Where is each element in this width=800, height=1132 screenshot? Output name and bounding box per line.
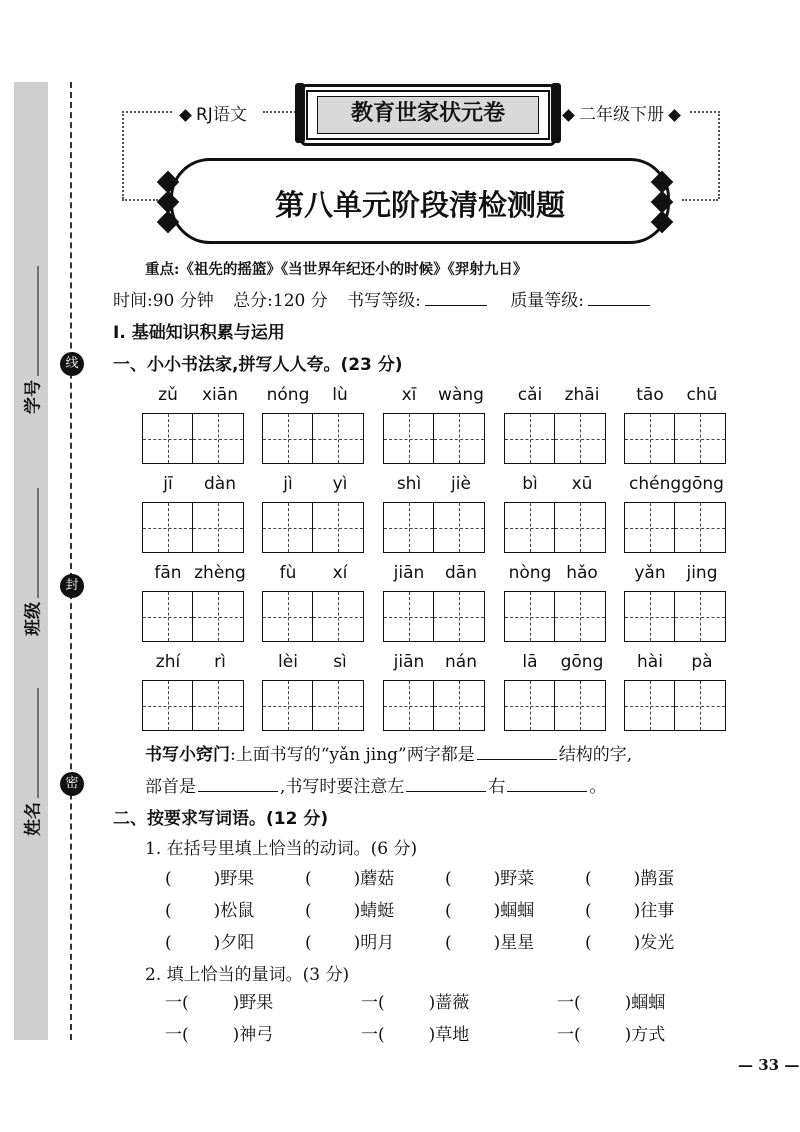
focus-line: 重点:《祖先的摇篮》《当世界年纪还小的时候》《羿射九日》 xyxy=(145,261,528,278)
measure-fill-item[interactable] xyxy=(361,988,469,1013)
pinyin-syllable: jiān xyxy=(393,652,425,672)
close-paren: ) xyxy=(493,933,501,953)
writing-cell[interactable] xyxy=(624,502,675,553)
writing-cell[interactable] xyxy=(675,591,726,642)
radical-blank[interactable] xyxy=(198,791,278,792)
header-dotted-line xyxy=(122,111,172,113)
pinyin-syllable: zǔ xyxy=(158,385,178,405)
pinyin-syllable: gōng xyxy=(560,652,604,672)
close-paren: ) xyxy=(428,1025,436,1045)
measure-noun: 蝈蝈 xyxy=(631,993,666,1013)
writing-cell[interactable] xyxy=(262,413,313,464)
pinyin-label xyxy=(383,385,488,407)
writing-cell[interactable] xyxy=(193,502,244,553)
pinyin-word xyxy=(383,652,488,731)
close-paren: ) xyxy=(633,869,641,889)
writing-cell[interactable] xyxy=(193,680,244,731)
writing-cell[interactable] xyxy=(675,680,726,731)
open-paren: ( xyxy=(445,901,452,921)
class-label: 班级 xyxy=(23,602,44,636)
pinyin-syllable: jiān xyxy=(393,563,425,583)
pinyin-syllable: lā xyxy=(522,652,538,672)
verb-noun: 明月 xyxy=(360,933,395,953)
open-paren: ( xyxy=(305,869,312,889)
pinyin-label xyxy=(624,385,729,407)
pinyin-word xyxy=(262,385,367,464)
pinyin-syllable: nóng xyxy=(266,385,310,405)
measure-one: 一 xyxy=(361,1025,378,1045)
measure-noun: 蔷薇 xyxy=(435,993,470,1013)
pinyin-syllable: dàn xyxy=(204,474,236,494)
pinyin-label xyxy=(262,652,367,674)
pinyin-syllable: pà xyxy=(691,652,713,672)
header-dotted-line xyxy=(718,111,720,199)
open-paren: ( xyxy=(445,933,452,953)
pinyin-label xyxy=(504,563,609,585)
class-field[interactable] xyxy=(19,488,44,636)
measure-fill-item[interactable] xyxy=(557,1020,665,1045)
measure-noun: 神弓 xyxy=(239,1025,274,1045)
writing-cell[interactable] xyxy=(624,591,675,642)
writing-cell[interactable] xyxy=(142,680,193,731)
pinyin-label xyxy=(262,563,367,585)
measure-one: 一 xyxy=(361,993,378,1013)
open-paren: ( xyxy=(378,1025,385,1045)
writing-cell[interactable] xyxy=(675,413,726,464)
tip-label: 书写小窍门 xyxy=(145,745,230,765)
measure-one: 一 xyxy=(165,1025,182,1045)
pinyin-syllable: yǎn xyxy=(634,563,666,583)
pinyin-label xyxy=(504,652,609,674)
pinyin-word xyxy=(262,563,367,642)
verb-fill-item[interactable] xyxy=(305,928,394,953)
quality-grade-label: 质量等级: xyxy=(510,291,585,311)
open-paren: ( xyxy=(585,933,592,953)
close-paren: ) xyxy=(633,901,641,921)
pinyin-label xyxy=(504,385,609,407)
writing-cell[interactable] xyxy=(193,591,244,642)
verb-noun: 蜻蜓 xyxy=(360,901,395,921)
binding-mark-seal: 封 xyxy=(60,574,84,598)
writing-cell[interactable] xyxy=(504,680,555,731)
pinyin-label xyxy=(624,652,729,674)
pinyin-syllable: nòng xyxy=(508,563,552,583)
open-paren: ( xyxy=(445,869,452,889)
pinyin-syllable: shì xyxy=(396,474,422,494)
writing-cell[interactable] xyxy=(555,413,606,464)
grade-label: 二年级下册 xyxy=(558,100,685,125)
verb-noun: 野果 xyxy=(220,869,255,889)
pinyin-syllable: jing xyxy=(686,563,718,583)
pinyin-syllable: zhāi xyxy=(564,385,600,405)
writing-cell[interactable] xyxy=(624,680,675,731)
pinyin-label xyxy=(142,563,247,585)
writing-cell[interactable] xyxy=(624,413,675,464)
writing-cell[interactable] xyxy=(262,680,313,731)
header-dotted-line xyxy=(690,111,720,113)
writing-cell[interactable] xyxy=(555,502,606,553)
writing-cell[interactable] xyxy=(313,680,364,731)
pinyin-word xyxy=(142,563,247,642)
question-2-title: 二、按要求写词语。(12 分) xyxy=(113,809,329,829)
pinyin-syllable: lèi xyxy=(278,652,298,672)
writing-cell[interactable] xyxy=(142,413,193,464)
pinyin-label xyxy=(142,385,247,407)
close-paren: ) xyxy=(493,901,501,921)
measure-fill-item[interactable] xyxy=(361,1020,469,1045)
writing-cell[interactable] xyxy=(555,591,606,642)
verb-fill-item[interactable] xyxy=(305,864,394,889)
series-name: 教育世家状元卷 xyxy=(317,96,539,134)
open-paren: ( xyxy=(305,901,312,921)
pinyin-syllable: zhèng xyxy=(194,563,246,583)
pinyin-syllable: zhí xyxy=(155,652,181,672)
quality-grade-blank[interactable] xyxy=(588,305,650,306)
page-title: 第八单元阶段清检测题 xyxy=(274,188,565,222)
writing-cell[interactable] xyxy=(504,502,555,553)
sub-question-1: 1. 在括号里填上恰当的动词。(6 分) xyxy=(145,839,418,859)
measure-one: 一 xyxy=(165,993,182,1013)
writing-cell[interactable] xyxy=(383,591,434,642)
open-paren: ( xyxy=(305,933,312,953)
pinyin-label xyxy=(142,474,247,496)
pinyin-syllable: sì xyxy=(333,652,347,672)
writing-cell[interactable] xyxy=(262,502,313,553)
pinyin-syllable: lù xyxy=(332,385,348,405)
writing-grade-label: 书写等级: xyxy=(347,291,421,311)
exam-info xyxy=(113,286,654,311)
pinyin-syllable: bì xyxy=(522,474,538,494)
question-1-title: 一、小小书法家,拼写人人夸。(23 分) xyxy=(113,355,403,375)
header-dotted-line xyxy=(122,111,124,199)
scroll-cap-icon xyxy=(295,83,305,143)
writing-cell[interactable] xyxy=(313,502,364,553)
writing-tip-line2: 部首是 ,书写时要注意左 右 。 xyxy=(145,777,607,797)
pinyin-word xyxy=(383,474,488,553)
open-paren: ( xyxy=(182,993,189,1013)
student-id-label: 学号 xyxy=(23,380,44,414)
open-paren: ( xyxy=(182,1025,189,1045)
verb-noun: 蝈蝈 xyxy=(500,901,535,921)
diamond-stack-icon xyxy=(654,170,676,234)
close-paren: ) xyxy=(353,933,361,953)
pinyin-label xyxy=(262,474,367,496)
open-paren: ( xyxy=(585,901,592,921)
verb-fill-item[interactable] xyxy=(445,928,534,953)
pinyin-label xyxy=(624,474,729,496)
writing-cell[interactable] xyxy=(313,413,364,464)
pinyin-label xyxy=(383,652,488,674)
verb-fill-item[interactable] xyxy=(165,864,254,889)
open-paren: ( xyxy=(378,993,385,1013)
verb-noun: 鹊蛋 xyxy=(640,869,675,889)
pinyin-syllable: rì xyxy=(214,652,226,672)
pinyin-label xyxy=(262,385,367,407)
pinyin-label xyxy=(142,652,247,674)
measure-fill-item[interactable] xyxy=(165,988,273,1013)
measure-one: 一 xyxy=(557,1025,574,1045)
writing-cell[interactable] xyxy=(193,413,244,464)
measure-noun: 野果 xyxy=(239,993,274,1013)
pinyin-word xyxy=(624,474,729,553)
writing-cell[interactable] xyxy=(383,413,434,464)
writing-cell[interactable] xyxy=(555,680,606,731)
close-paren: ) xyxy=(428,993,436,1013)
close-paren: ) xyxy=(232,1025,240,1045)
close-paren: ) xyxy=(493,869,501,889)
verb-fill-item[interactable] xyxy=(165,896,254,921)
pinyin-syllable: chénggōng xyxy=(629,474,724,494)
pinyin-syllable: fù xyxy=(279,563,297,583)
writing-cell[interactable] xyxy=(142,591,193,642)
name-label: 姓名 xyxy=(23,802,44,836)
pinyin-word xyxy=(624,563,729,642)
pinyin-word xyxy=(142,652,247,731)
measure-fill-item[interactable] xyxy=(165,1020,273,1045)
writing-cell[interactable] xyxy=(383,502,434,553)
close-paren: ) xyxy=(353,869,361,889)
name-field[interactable] xyxy=(19,688,44,836)
pinyin-word xyxy=(504,474,609,553)
header-dotted-line xyxy=(682,199,718,201)
pinyin-syllable: fān xyxy=(154,563,182,583)
open-paren: ( xyxy=(574,993,581,1013)
subject-label: RJ语文 xyxy=(175,100,247,125)
pinyin-word xyxy=(262,474,367,553)
series-scroll xyxy=(300,84,556,146)
pinyin-word xyxy=(504,652,609,731)
writing-cell[interactable] xyxy=(262,591,313,642)
pinyin-word xyxy=(262,652,367,731)
binding-cut-line xyxy=(70,82,72,1040)
verb-noun: 蘑菇 xyxy=(360,869,395,889)
pinyin-word xyxy=(383,385,488,464)
open-paren: ( xyxy=(574,1025,581,1045)
close-paren: ) xyxy=(213,869,221,889)
close-paren: ) xyxy=(624,993,632,1013)
pinyin-word xyxy=(624,652,729,731)
open-paren: ( xyxy=(165,901,172,921)
header-dotted-line xyxy=(263,111,299,113)
pinyin-syllable: chū xyxy=(686,385,718,405)
measure-noun: 草地 xyxy=(435,1025,470,1045)
pinyin-label xyxy=(624,563,729,585)
close-paren: ) xyxy=(633,933,641,953)
writing-cell[interactable] xyxy=(504,591,555,642)
page-number: — 33 — xyxy=(738,1056,800,1074)
measure-fill-item[interactable] xyxy=(557,988,665,1013)
verb-noun: 往事 xyxy=(640,901,675,921)
pinyin-word xyxy=(142,474,247,553)
verb-fill-item[interactable] xyxy=(585,864,674,889)
pinyin-syllable: xū xyxy=(571,474,593,494)
exam-time: 时间:90 分钟 xyxy=(113,291,214,311)
verb-noun: 夕阳 xyxy=(220,933,255,953)
writing-cell[interactable] xyxy=(383,680,434,731)
verb-noun: 星星 xyxy=(500,933,535,953)
open-paren: ( xyxy=(165,933,172,953)
structure-blank[interactable] xyxy=(477,759,557,760)
pinyin-syllable: xí xyxy=(332,563,348,583)
writing-cell[interactable] xyxy=(434,680,485,731)
open-paren: ( xyxy=(165,869,172,889)
verb-fill-item[interactable] xyxy=(305,896,394,921)
measure-noun: 方式 xyxy=(631,1025,666,1045)
binding-mark-secret: 密 xyxy=(60,772,84,796)
pinyin-syllable: dān xyxy=(445,563,477,583)
pinyin-syllable: hài xyxy=(637,652,663,672)
pinyin-syllable: jiè xyxy=(451,474,471,494)
close-paren: ) xyxy=(353,901,361,921)
writing-cell[interactable] xyxy=(313,591,364,642)
writing-cell[interactable] xyxy=(434,502,485,553)
verb-fill-item[interactable] xyxy=(165,928,254,953)
diamond-stack-icon xyxy=(160,170,182,234)
title-banner xyxy=(170,158,670,244)
writing-cell[interactable] xyxy=(434,413,485,464)
verb-fill-item[interactable] xyxy=(585,896,674,921)
binding-mark-line: 线 xyxy=(60,352,84,376)
sub-question-2: 2. 填上恰当的量词。(3 分) xyxy=(145,965,350,985)
pinyin-syllable: nán xyxy=(445,652,477,672)
verb-noun: 松鼠 xyxy=(220,901,255,921)
writing-cell[interactable] xyxy=(142,502,193,553)
pinyin-label xyxy=(383,474,488,496)
exam-total: 总分:120 分 xyxy=(233,291,328,311)
writing-cell[interactable] xyxy=(504,413,555,464)
pinyin-syllable: cǎi xyxy=(517,385,543,405)
pinyin-syllable: tāo xyxy=(636,385,664,405)
writing-cell[interactable] xyxy=(675,502,726,553)
close-paren: ) xyxy=(624,1025,632,1045)
open-paren: ( xyxy=(585,869,592,889)
pinyin-syllable: xī xyxy=(401,385,417,405)
pinyin-label xyxy=(504,474,609,496)
pinyin-syllable: xiān xyxy=(202,385,238,405)
pinyin-syllable: yì xyxy=(332,474,348,494)
pinyin-syllable: jì xyxy=(283,474,293,494)
scroll-cap-icon xyxy=(551,83,561,143)
close-paren: ) xyxy=(213,933,221,953)
verb-noun: 发光 xyxy=(640,933,675,953)
verb-fill-item[interactable] xyxy=(585,928,674,953)
pinyin-syllable: wàng xyxy=(438,385,484,405)
pinyin-syllable: jī xyxy=(163,474,173,494)
measure-one: 一 xyxy=(557,993,574,1013)
verb-noun: 野菜 xyxy=(500,869,535,889)
writing-tip: 书写小窍门:上面书写的“yǎn jing”两字都是 结构的字, xyxy=(145,745,633,765)
section-title: Ⅰ. 基础知识积累与运用 xyxy=(113,323,285,343)
student-id-field[interactable] xyxy=(19,266,44,414)
diamond-icon xyxy=(562,109,575,122)
left-blank[interactable] xyxy=(406,791,486,792)
verb-fill-item[interactable] xyxy=(445,864,534,889)
pinyin-label xyxy=(383,563,488,585)
pinyin-word xyxy=(624,385,729,464)
pinyin-word xyxy=(504,385,609,464)
pinyin-word xyxy=(383,563,488,642)
writing-cell[interactable] xyxy=(434,591,485,642)
verb-fill-item[interactable] xyxy=(445,896,534,921)
pinyin-word xyxy=(142,385,247,464)
close-paren: ) xyxy=(232,993,240,1013)
header-dotted-line xyxy=(122,199,158,201)
writing-grade-blank[interactable] xyxy=(425,305,487,306)
pinyin-syllable: hǎo xyxy=(566,563,598,583)
close-paren: ) xyxy=(213,901,221,921)
diamond-icon xyxy=(668,109,681,122)
pinyin-word xyxy=(504,563,609,642)
diamond-icon xyxy=(179,109,192,122)
right-blank[interactable] xyxy=(507,791,587,792)
